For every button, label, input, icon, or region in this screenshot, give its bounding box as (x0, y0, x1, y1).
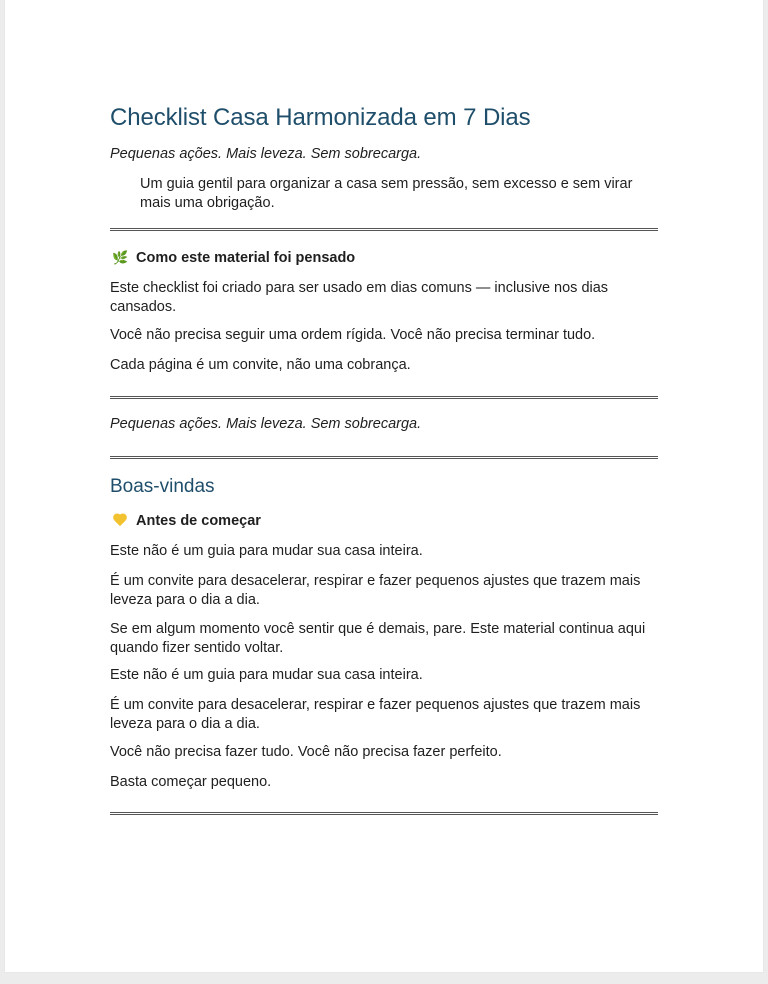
section2-paragraph: É um convite para desacelerar, respirar e fazer pequenos ajustes que trazem mais leveza para o dia a dia. (110, 573, 641, 608)
document-title: Checklist Casa Harmonizada em 7 Dias (110, 104, 531, 131)
section2-heading-text: Antes de começar (136, 513, 261, 529)
document-tagline: Pequenas ações. Mais leveza. Sem sobrecarga. (110, 146, 422, 162)
repeat-tagline: Pequenas ações. Mais leveza. Sem sobrecarga. (110, 416, 422, 432)
section2-title: Boas-vindas (110, 476, 215, 497)
section2-heading (112, 513, 261, 529)
divider (110, 396, 658, 399)
section2-paragraph: Se em algum momento você sentir que é demais, pare. Este material continua aqui quando fizer sentido voltar. (110, 621, 646, 656)
section1-paragraph: Cada página é um convite, não uma cobrança. (110, 357, 411, 373)
leaf-icon: 🌿 (112, 250, 129, 265)
document-page (5, 0, 763, 972)
document-intro: Um guia gentil para organizar a casa sem pressão, sem excesso e sem virar mais uma obrigação. (140, 176, 633, 211)
section1-heading-text: Como este material foi pensado (136, 250, 356, 266)
section2-paragraph: Você não precisa fazer tudo. Você não precisa fazer perfeito. (110, 744, 502, 760)
section2-paragraph: Este não é um guia para mudar sua casa inteira. (110, 667, 423, 683)
section1-paragraph: Este checklist foi criado para ser usado em dias comuns — inclusive nos dias cansados. (110, 280, 609, 315)
section2-paragraph: É um convite para desacelerar, respirar e fazer pequenos ajustes que trazem mais leveza para o dia a dia. (110, 697, 641, 732)
section2-paragraph: Este não é um guia para mudar sua casa inteira. (110, 543, 423, 559)
section1-paragraph: Você não precisa seguir uma ordem rígida. Você não precisa terminar tudo. (110, 327, 596, 343)
section2-paragraph: Basta começar pequeno. (110, 774, 272, 790)
yellow-heart-icon (112, 514, 128, 529)
divider (110, 456, 658, 459)
divider (110, 228, 658, 231)
divider (110, 812, 658, 815)
section1-heading (112, 250, 355, 266)
